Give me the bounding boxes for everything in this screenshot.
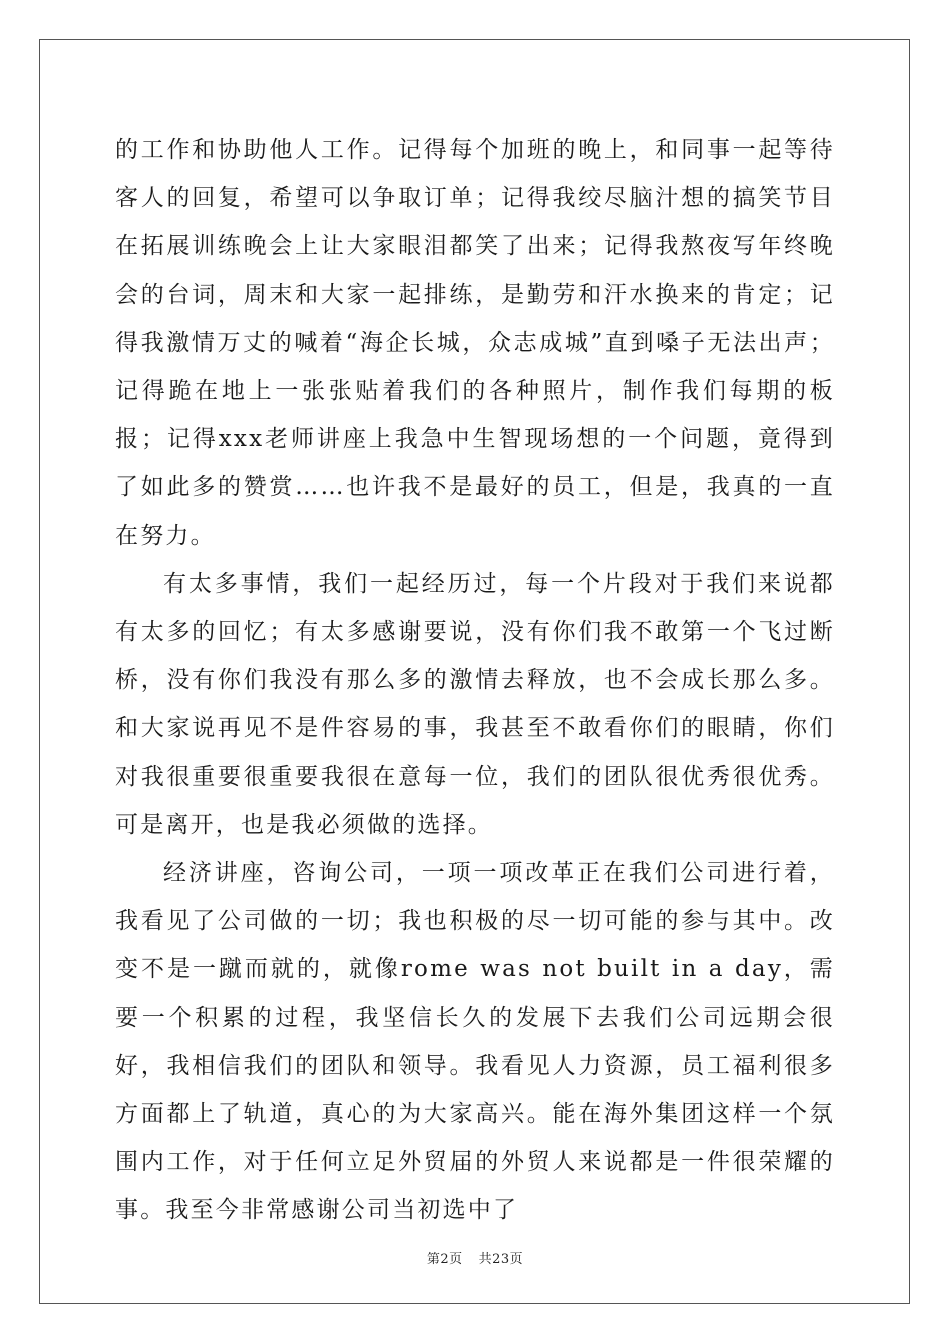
paragraph-2: 有太多事情，我们一起经历过，每一个片段对于我们来说都有太多的回忆；有太多感谢要说，没有你们我不敢第一个飞过断桥，没有你们我没有那么多的激情去释放，也不会成长那么多。和大家说再见不是件容易的事，我甚至不敢看你们的眼睛，你们对我很重要很重要我很在意每一位，我们的团队很优秀很优秀。可是离开，也是我必须做的选择。 [115, 570, 835, 838]
page-number: 第2页 [426, 1252, 463, 1267]
paragraph-1: 的工作和协助他人工作。记得每个加班的晚上，和同事一起等待客人的回复，希望可以争取订单；记得我绞尽脑汁想的搞笑节目在拓展训练晚会上让大家眼泪都笑了出来；记得我熬夜写年终晚会的台词，周末和大家一起排练，是勤劳和汗水换来的肯定；记得我激情万丈的喊着“海企长城，众志成城”直到嗓子无法出声；记得跪在地上一张张贴着我们的各种照片，制作我们每期的板报；记得xxx老师讲座上我急中生智现场想的一个问题，竟得到了如此多的赞赏……也许我不是最好的员工，但是，我真的一直在努力。 [115, 137, 835, 549]
document-body [115, 126, 835, 1235]
page-total: 共23页 [478, 1252, 524, 1267]
paragraph-3: 经济讲座，咨询公司，一项一项改革正在我们公司进行着，我看见了公司做的一切；我也积极的尽一切可能的参与其中。改变不是一蹴而就的，就像rome was not built in a day，需要一个积累的过程，我坚信长久的发展下去我们公司远期会很好，我相信我们的团队和领导。我看见人力资源，员工福利很多方面都上了轨道，真心的为大家高兴。能在海外集团这样一个氛围内工作，对于任何立足外贸届的外贸人来说都是一件很荣耀的事。我至今非常感谢公司当初选中了 [115, 860, 835, 1224]
page-footer [0, 1248, 950, 1267]
